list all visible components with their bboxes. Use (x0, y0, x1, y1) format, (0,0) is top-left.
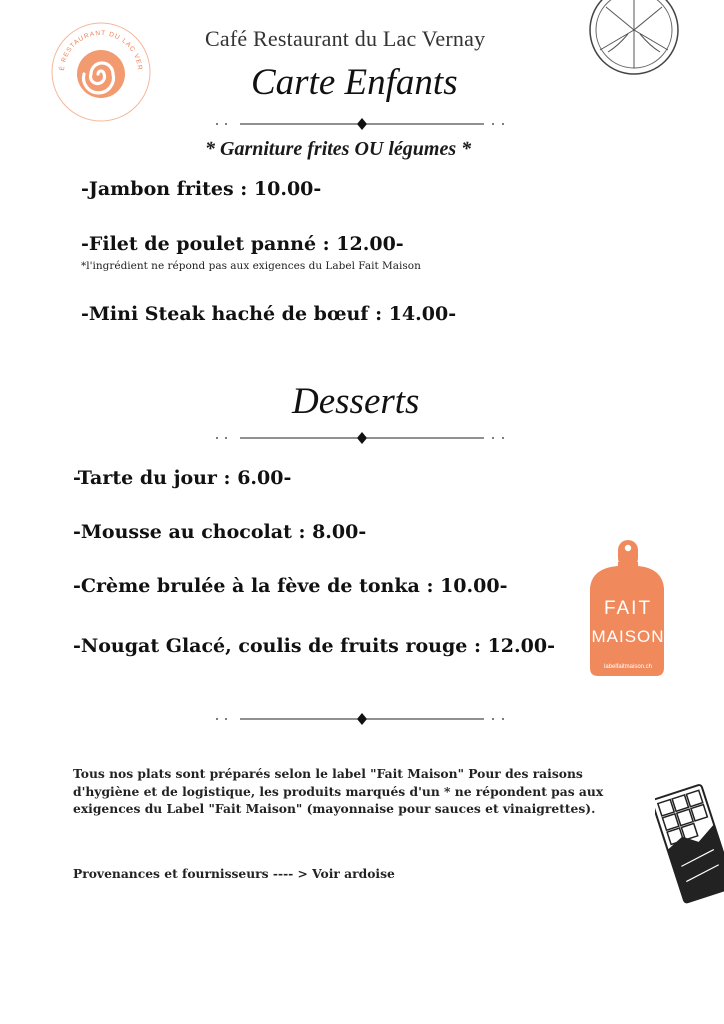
fait-maison-badge (588, 538, 668, 678)
dessert-item: -Tarte du jour : 6.00- (73, 467, 292, 489)
dessert-item: -Mousse au chocolat : 8.00- (73, 521, 367, 543)
provenances-note: Provenances et fournisseurs ---- > Voir ardoise (73, 866, 395, 881)
badge-url: labelfaitmaison.ch (603, 664, 653, 670)
restaurant-name: Café Restaurant du Lac Vernay (205, 26, 486, 51)
logo-text: É RESTAURANT DU LAC VER (58, 29, 144, 72)
kids-menu-item: -Mini Steak haché de bœuf : 14.00- (81, 303, 457, 325)
desserts-title: Desserts (292, 381, 420, 422)
kids-menu-title: Carte Enfants (251, 62, 458, 103)
dessert-item: -Nougat Glacé, coulis de fruits rouge : 12.00- (73, 635, 555, 657)
chocolate-bar-illustration (655, 782, 724, 907)
kids-menu-item: -Jambon frites : 10.00- (81, 178, 322, 200)
ingredient-note: *l'ingrédient ne répond pas aux exigences du Label Fait Maison (81, 260, 421, 272)
orange-slice-illustration (588, 0, 680, 80)
divider (212, 429, 512, 448)
kids-menu-item: -Filet de poulet panné : 12.00- (81, 233, 404, 255)
badge-line1: FAIT (603, 598, 653, 619)
restaurant-logo (50, 21, 152, 123)
divider (212, 710, 512, 729)
divider (212, 115, 512, 134)
dessert-item: -Crème brulée à la fève de tonka : 10.00- (73, 575, 508, 597)
badge-line2: MAISON (591, 627, 665, 646)
fait-maison-disclaimer: Tous nos plats sont préparés selon le label "Fait Maison" Pour des raisons d'hygiène et de logistique, les produits marqués d'un * ne répondent pas aux exigences du Label "Fait Maison" (mayonnaise pour sauces et vinaigrettes). (73, 766, 604, 816)
garniture-note: * Garniture frites OU légumes * (205, 138, 472, 160)
